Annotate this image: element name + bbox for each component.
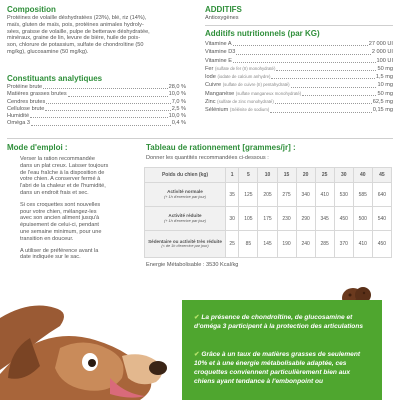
constituant-row: Protéine brute 28,0 % xyxy=(7,84,186,90)
composition-line: minéraux, graine de lin, levure de bière, huile de pois- xyxy=(7,35,141,42)
constituant-row: Oméga 3 0,4 % xyxy=(7,120,186,127)
additifs-nutritionnels-heading: Additifs nutritionnels (par KG) xyxy=(205,29,320,38)
energy-text: Energie Métabolisable : 3530 Kcal/kg xyxy=(146,262,239,268)
constituant-row: Matières grasses brutes 10,0 % xyxy=(7,91,186,98)
additif-row: Vitamine A 27 000 UI xyxy=(205,41,393,47)
table-row: Sédentaire ou activité très réduite (< de 1h d'exercice par jour) 25 85 145 190 240 285 370 410 450 xyxy=(145,231,392,258)
constituants-list xyxy=(7,84,186,128)
additif-row: Manganèse (sulfate manganeux monohydraté) 50 mg xyxy=(205,90,393,97)
additif-row: Iode (iodate de calcium anhydre) 1,5 mg xyxy=(205,74,393,81)
table-row: Activité réduite (+ 1h d'exercice par jour) 30 105 175 230 290 345 450 500 540 xyxy=(145,207,392,231)
additif-row: Zinc (sulfate de zinc monohydraté) 62,5 mg xyxy=(205,99,393,106)
weight-cell: 10 xyxy=(258,168,277,183)
benefit-item: ✔ Grâce à un taux de matières grasses de seulement 10% et à une énergie métabolisable adaptée, ces croquettes conviennent particulièrement bien aux chiens ayant tendance à l'embonpoint ou xyxy=(194,351,361,385)
mode-emploi-heading: Mode d'emploi : xyxy=(7,143,68,152)
section-divider xyxy=(7,138,393,139)
weight-cell: 5 xyxy=(239,168,258,183)
mode-emploi-text: Verser la ration recommandée dans un plat creux. Laisser toujours de l'eau fraîche à la disposition de votre chien. A conserver fermé à l'abri de la chaleur et de l'humidité, dans un endroit frais et sec. Si ces croquettes sont nouvelles pour votre chien, mélangez-les avec son ancien aliment jusqu'à épuisement de celui-ci, pendant une semaine minimum, pour une transition en douceur. A utiliser de préférence avant la date indiquée sur le sac. xyxy=(20,156,109,261)
constituants-heading: Constituants analytiques xyxy=(7,74,103,83)
weight-header: Poids du chien (kg) xyxy=(145,168,226,183)
composition-text xyxy=(7,15,197,56)
divider xyxy=(205,25,393,26)
weight-cell: 1 xyxy=(226,168,239,183)
benefit-item: ✔ La présence de chondroïtine, de glucosamine et d'oméga 3 participent à la protection des articulations xyxy=(194,314,364,330)
additif-row: Vitamine D3 2 000 UI xyxy=(205,49,393,56)
constituant-row: Humidité 10,0 % xyxy=(7,113,186,120)
ration-table xyxy=(144,167,392,258)
weight-cell: 15 xyxy=(277,168,296,183)
additif-row: Cuivre (sulfate de cuivre (II) pentahydraté) 10 mg xyxy=(205,82,393,89)
composition-line: mg/kg), glucosamine (50 mg/kg). xyxy=(7,48,89,55)
ration-heading: Tableau de rationnement [grammes/jr] : xyxy=(146,143,296,152)
additifs-heading: ADDITIFS xyxy=(205,5,242,14)
composition-line: sées, graisse de volaille, pulpe de betterave déshydratée, xyxy=(7,28,150,35)
composition-line: maïs, gluten de maïs, pois, protéines animales hydroly- xyxy=(7,21,144,28)
antioxygenes-text: Antioxygènes xyxy=(205,15,239,21)
weight-cell: 30 xyxy=(334,168,353,183)
weight-cell: 45 xyxy=(372,168,391,183)
additifs-list xyxy=(205,40,393,115)
check-icon: ✔ xyxy=(194,351,200,358)
composition-line: Protéines de volaille déshydratées (23%), blé, riz (14%), xyxy=(7,15,147,21)
ration-subtitle: Donner les quantités recommandées ci-dessous : xyxy=(146,155,269,161)
dog-illustration xyxy=(0,278,175,400)
weight-cell: 40 xyxy=(353,168,372,183)
table-row: Activité normale (+ 1h d'exercice par jour) 35 125 205 275 340 410 530 585 640 xyxy=(145,183,392,207)
additif-row: Fer (sulfate de fer (II) monohydraté) 50 mg xyxy=(205,65,393,72)
composition-line: son, chlorure de potassium, sulfate de chondroïtine (50 xyxy=(7,42,144,49)
additif-row: Vitamine E 100 UI xyxy=(205,57,393,64)
weight-cell: 20 xyxy=(296,168,315,183)
additif-row: Sélénium (Sélénite de sodium) 0,15 mg xyxy=(205,107,393,114)
composition-heading: Composition xyxy=(7,5,56,14)
check-icon: ✔ xyxy=(194,314,200,321)
constituant-row: Cendres brutes 7,0 % xyxy=(7,98,186,105)
constituant-row: Cellulose brute 2,5 % xyxy=(7,105,186,112)
weight-cell: 25 xyxy=(315,168,334,183)
